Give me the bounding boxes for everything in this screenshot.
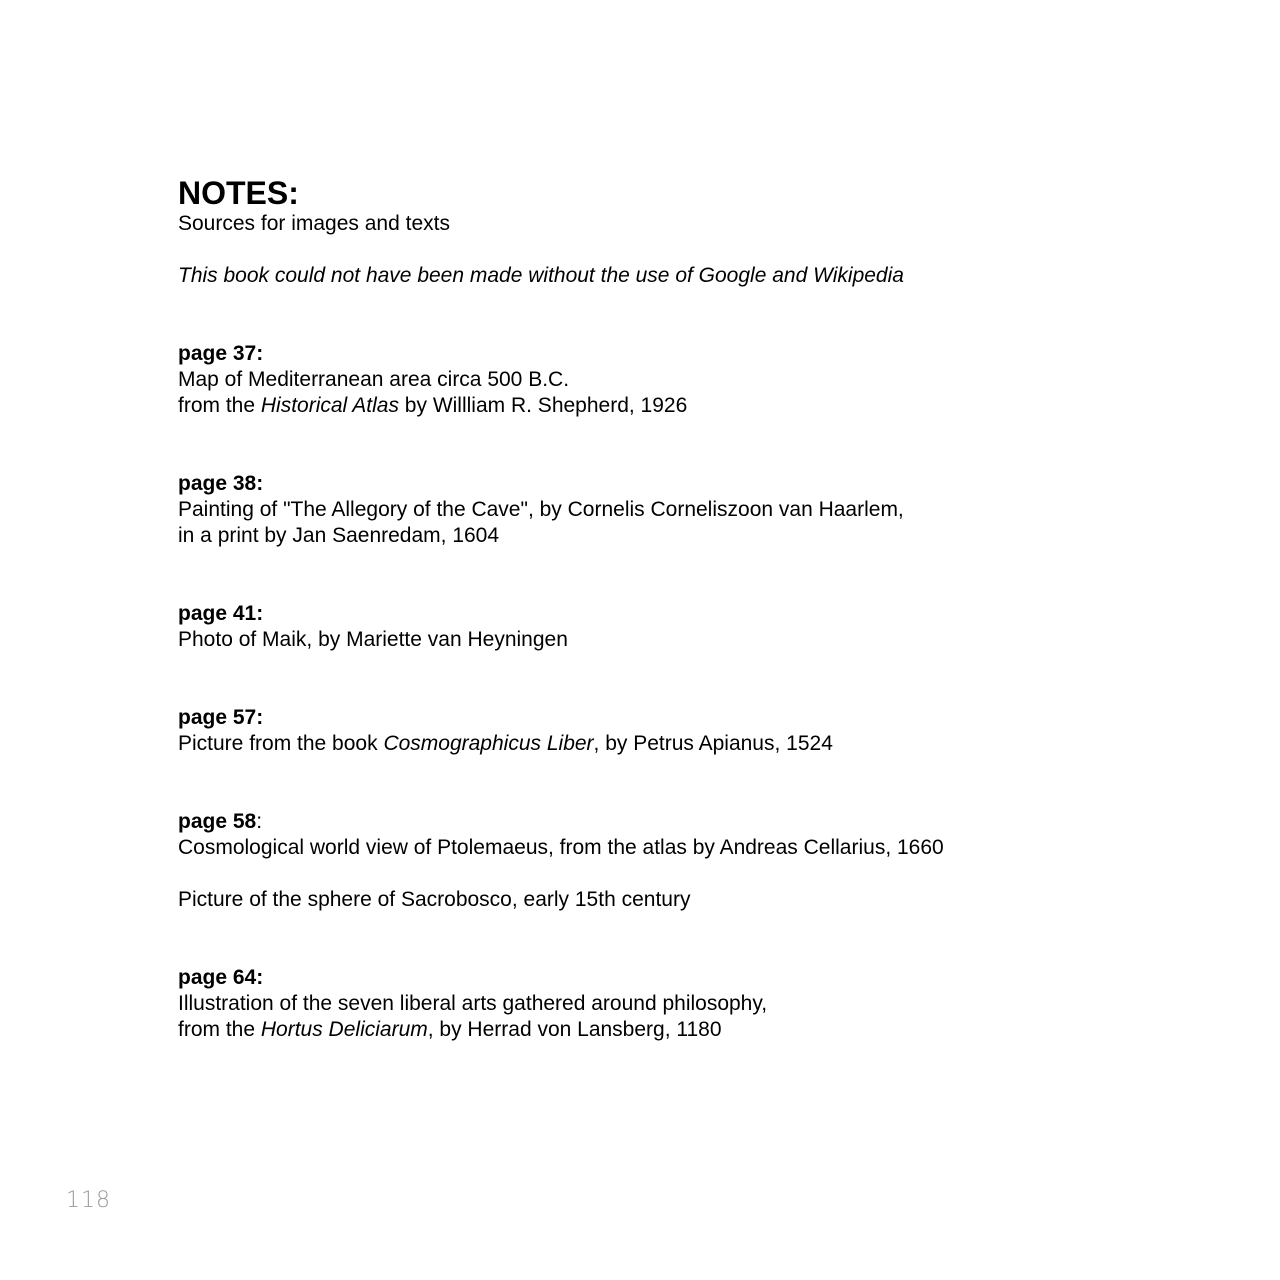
page-title: NOTES: [178, 175, 299, 211]
entry-line: Painting of "The Allegory of the Cave", by Cornelis Corneliszoon van Haarlem, [178, 498, 904, 521]
entry-line: Map of Mediterranean area circa 500 B.C. [178, 368, 570, 391]
book-title: Cosmographicus Liber [383, 732, 594, 755]
page-subtitle: Sources for images and texts [178, 212, 450, 235]
entry-line [178, 393, 1178, 419]
entry-label: page 58 [178, 810, 257, 833]
source-entry-page-58 [178, 809, 1178, 913]
source-entry-page-57 [178, 705, 1178, 757]
page-number: 118 [66, 1188, 111, 1213]
book-title: Hortus Deliciarum [260, 1018, 428, 1041]
entry-label: page 38: [178, 472, 264, 495]
entry-label: page 37: [178, 342, 264, 365]
entry-text: Picture from the book [178, 732, 384, 755]
book-title: Historical Atlas [260, 394, 399, 417]
source-list [178, 341, 1178, 1043]
acknowledgement: This book could not have been made without the use of Google and Wikipedia [178, 264, 904, 287]
entry-line: Cosmological world view of Ptolemaeus, from the atlas by Andreas Cellarius, 1660 [178, 836, 944, 859]
source-entry-page-64 [178, 965, 1178, 1043]
entry-label: page 41: [178, 602, 264, 625]
entry-text: from the [178, 1018, 261, 1041]
entry-label-colon: : [256, 810, 263, 833]
entry-line: Illustration of the seven liberal arts gathered around philosophy, [178, 992, 768, 1015]
source-entry-page-38 [178, 471, 1178, 549]
entry-text: , by Herrad von Lansberg, 1180 [427, 1018, 722, 1041]
entry-line [178, 731, 1178, 757]
entry-label: page 57: [178, 706, 264, 729]
source-entry-page-37 [178, 341, 1178, 419]
source-entry-page-41 [178, 601, 1178, 653]
notes-page [178, 175, 1178, 1095]
entry-spacer [178, 861, 1178, 887]
entry-label-line [178, 809, 1178, 835]
entry-line: Picture of the sphere of Sacrobosco, early 15th century [178, 888, 691, 911]
entry-line: in a print by Jan Saenredam, 1604 [178, 524, 500, 547]
entry-text: , by Petrus Apianus, 1524 [593, 732, 833, 755]
entry-text: by Willliam R. Shepherd, 1926 [398, 394, 688, 417]
entry-label: page 64: [178, 966, 264, 989]
entry-line [178, 1017, 1178, 1043]
entry-line: Photo of Maik, by Mariette van Heyningen [178, 628, 568, 651]
entry-text: from the [178, 394, 261, 417]
